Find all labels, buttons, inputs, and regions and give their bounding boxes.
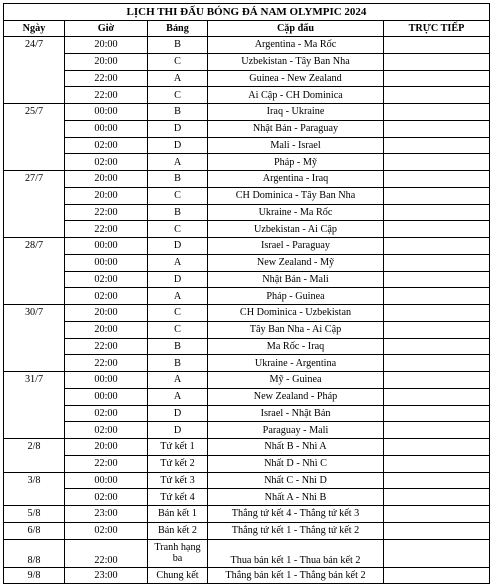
time-cell: 02:00	[65, 137, 148, 154]
time-cell: 00:00	[65, 254, 148, 271]
table-title: LỊCH THI ĐẤU BÓNG ĐÁ NAM OLYMPIC 2024	[4, 4, 490, 21]
time-cell: 22:00	[65, 204, 148, 221]
time-cell: 00:00	[65, 238, 148, 255]
match-cell: Thắng tứ kết 1 - Thắng tứ kết 2	[208, 522, 384, 539]
live-cell	[384, 405, 490, 422]
time-cell: 22:00	[65, 539, 148, 567]
live-cell	[384, 455, 490, 472]
match-cell: Thắng tứ kết 4 - Thắng tứ kết 3	[208, 506, 384, 523]
group-cell: B	[148, 355, 208, 372]
live-cell	[384, 204, 490, 221]
group-cell: Tứ kết 1	[148, 439, 208, 456]
day-cell: 27/7	[4, 171, 65, 238]
group-cell: A	[148, 288, 208, 305]
time-cell: 02:00	[65, 522, 148, 539]
table-row	[4, 137, 490, 154]
live-cell	[384, 388, 490, 405]
match-cell: Ukraine - Argentina	[208, 355, 384, 372]
schedule-body	[4, 37, 490, 584]
time-cell: 00:00	[65, 388, 148, 405]
table-row	[4, 338, 490, 355]
schedule-table	[3, 3, 490, 584]
time-cell: 22:00	[65, 355, 148, 372]
live-cell	[384, 271, 490, 288]
time-cell: 20:00	[65, 37, 148, 54]
table-row	[4, 154, 490, 171]
live-cell	[384, 120, 490, 137]
match-cell: Nhất B - Nhì A	[208, 439, 384, 456]
group-cell: Tứ kết 2	[148, 455, 208, 472]
time-cell: 22:00	[65, 87, 148, 104]
time-cell: 20:00	[65, 171, 148, 188]
match-cell: Thắng bán kết 1 - Thắng bán kết 2	[208, 567, 384, 584]
group-cell: Tứ kết 4	[148, 489, 208, 506]
match-cell: CH Dominica - Tây Ban Nha	[208, 187, 384, 204]
table-row	[4, 87, 490, 104]
group-cell: Bán kết 2	[148, 522, 208, 539]
live-cell	[384, 238, 490, 255]
time-cell: 20:00	[65, 305, 148, 322]
table-row	[4, 171, 490, 188]
time-cell: 22:00	[65, 221, 148, 238]
table-row	[4, 567, 490, 584]
group-cell: C	[148, 321, 208, 338]
table-row	[4, 506, 490, 523]
live-cell	[384, 489, 490, 506]
time-cell: 02:00	[65, 271, 148, 288]
match-cell: Nhất A - Nhì B	[208, 489, 384, 506]
live-cell	[384, 104, 490, 121]
match-cell: Thua bán kết 1 - Thua bán kết 2	[208, 539, 384, 567]
match-cell: Argentina - Iraq	[208, 171, 384, 188]
live-cell	[384, 422, 490, 439]
match-cell: Pháp - Mỹ	[208, 154, 384, 171]
group-cell: A	[148, 154, 208, 171]
match-cell: CH Dominica - Uzbekistan	[208, 305, 384, 322]
live-cell	[384, 355, 490, 372]
day-cell: 8/8	[4, 539, 65, 567]
group-cell: A	[148, 254, 208, 271]
live-cell	[384, 137, 490, 154]
time-cell: 20:00	[65, 439, 148, 456]
match-cell: Nhật Bản - Mali	[208, 271, 384, 288]
group-cell: D	[148, 137, 208, 154]
time-cell: 20:00	[65, 321, 148, 338]
time-cell: 00:00	[65, 372, 148, 389]
table-row	[4, 288, 490, 305]
match-cell: Mỹ - Guinea	[208, 372, 384, 389]
time-cell: 00:00	[65, 120, 148, 137]
group-cell: A	[148, 372, 208, 389]
table-row	[4, 254, 490, 271]
time-cell: 02:00	[65, 288, 148, 305]
group-cell: D	[148, 120, 208, 137]
day-cell: 5/8	[4, 506, 65, 523]
group-cell: Tứ kết 3	[148, 472, 208, 489]
live-cell	[384, 305, 490, 322]
time-cell: 02:00	[65, 405, 148, 422]
table-row	[4, 388, 490, 405]
header-row	[4, 21, 490, 37]
match-cell: Nhật Bản - Paraguay	[208, 120, 384, 137]
table-row	[4, 472, 490, 489]
live-cell	[384, 221, 490, 238]
match-cell: Iraq - Ukraine	[208, 104, 384, 121]
table-row	[4, 439, 490, 456]
table-row	[4, 422, 490, 439]
table-row	[4, 405, 490, 422]
day-cell: 3/8	[4, 472, 65, 506]
table-row	[4, 321, 490, 338]
live-cell	[384, 321, 490, 338]
match-cell: Nhất D - Nhì C	[208, 455, 384, 472]
table-row	[4, 37, 490, 54]
table-row	[4, 70, 490, 87]
live-cell	[384, 37, 490, 54]
match-cell: New Zealand - Pháp	[208, 388, 384, 405]
live-cell	[384, 567, 490, 584]
live-cell	[384, 539, 490, 567]
group-cell: B	[148, 171, 208, 188]
live-cell	[384, 53, 490, 70]
table-row	[4, 187, 490, 204]
time-cell: 02:00	[65, 489, 148, 506]
header-time: Giờ	[65, 21, 148, 37]
match-cell: Israel - Nhật Bản	[208, 405, 384, 422]
live-cell	[384, 87, 490, 104]
day-cell: 25/7	[4, 104, 65, 171]
live-cell	[384, 522, 490, 539]
time-cell: 22:00	[65, 338, 148, 355]
live-cell	[384, 187, 490, 204]
group-cell: C	[148, 305, 208, 322]
group-cell: B	[148, 338, 208, 355]
time-cell: 20:00	[65, 53, 148, 70]
match-cell: Uzbekistan - Tây Ban Nha	[208, 53, 384, 70]
group-cell: Tranh hạng ba	[148, 539, 208, 567]
table-row	[4, 271, 490, 288]
time-cell: 22:00	[65, 455, 148, 472]
table-row	[4, 455, 490, 472]
match-cell: Guinea - New Zealand	[208, 70, 384, 87]
live-cell	[384, 472, 490, 489]
group-cell: C	[148, 187, 208, 204]
table-row	[4, 355, 490, 372]
header-match: Cặp đấu	[208, 21, 384, 37]
group-cell: D	[148, 405, 208, 422]
table-row	[4, 489, 490, 506]
live-cell	[384, 254, 490, 271]
match-cell: Tây Ban Nha - Ai Cập	[208, 321, 384, 338]
live-cell	[384, 372, 490, 389]
live-cell	[384, 338, 490, 355]
day-cell: 2/8	[4, 439, 65, 473]
time-cell: 00:00	[65, 472, 148, 489]
match-cell: Mali - Israel	[208, 137, 384, 154]
group-cell: Chung kết	[148, 567, 208, 584]
day-cell: 6/8	[4, 522, 65, 539]
match-cell: New Zealand - Mỹ	[208, 254, 384, 271]
group-cell: Bán kết 1	[148, 506, 208, 523]
group-cell: B	[148, 204, 208, 221]
table-row	[4, 120, 490, 137]
group-cell: D	[148, 422, 208, 439]
time-cell: 20:00	[65, 187, 148, 204]
live-cell	[384, 154, 490, 171]
match-cell: Uzbekistan - Ai Cập	[208, 221, 384, 238]
group-cell: C	[148, 53, 208, 70]
time-cell: 02:00	[65, 154, 148, 171]
match-cell: Pháp - Guinea	[208, 288, 384, 305]
live-cell	[384, 288, 490, 305]
time-cell: 22:00	[65, 70, 148, 87]
time-cell: 23:00	[65, 506, 148, 523]
table-row	[4, 53, 490, 70]
match-cell: Nhất C - Nhì D	[208, 472, 384, 489]
group-cell: A	[148, 388, 208, 405]
group-cell: C	[148, 221, 208, 238]
group-cell: A	[148, 70, 208, 87]
time-cell: 02:00	[65, 422, 148, 439]
match-cell: Argentina - Ma Rốc	[208, 37, 384, 54]
match-cell: Ai Cập - CH Dominica	[208, 87, 384, 104]
time-cell: 23:00	[65, 567, 148, 584]
group-cell: D	[148, 238, 208, 255]
match-cell: Paraguay - Mali	[208, 422, 384, 439]
table-row	[4, 104, 490, 121]
header-group: Bảng	[148, 21, 208, 37]
table-row	[4, 539, 490, 567]
live-cell	[384, 439, 490, 456]
table-row	[4, 238, 490, 255]
table-row	[4, 305, 490, 322]
group-cell: D	[148, 271, 208, 288]
live-cell	[384, 506, 490, 523]
header-live: TRỰC TIẾP	[384, 21, 490, 37]
table-row	[4, 372, 490, 389]
live-cell	[384, 70, 490, 87]
day-cell: 9/8	[4, 567, 65, 584]
day-cell: 31/7	[4, 372, 65, 439]
group-cell: B	[148, 37, 208, 54]
match-cell: Ukraine - Ma Rốc	[208, 204, 384, 221]
day-cell: 30/7	[4, 305, 65, 372]
day-cell: 28/7	[4, 238, 65, 305]
day-cell: 24/7	[4, 37, 65, 104]
match-cell: Ma Rốc - Iraq	[208, 338, 384, 355]
group-cell: B	[148, 104, 208, 121]
group-cell: C	[148, 87, 208, 104]
table-row	[4, 204, 490, 221]
table-row	[4, 221, 490, 238]
live-cell	[384, 171, 490, 188]
time-cell: 00:00	[65, 104, 148, 121]
header-day: Ngày	[4, 21, 65, 37]
table-row	[4, 522, 490, 539]
match-cell: Israel - Paraguay	[208, 238, 384, 255]
